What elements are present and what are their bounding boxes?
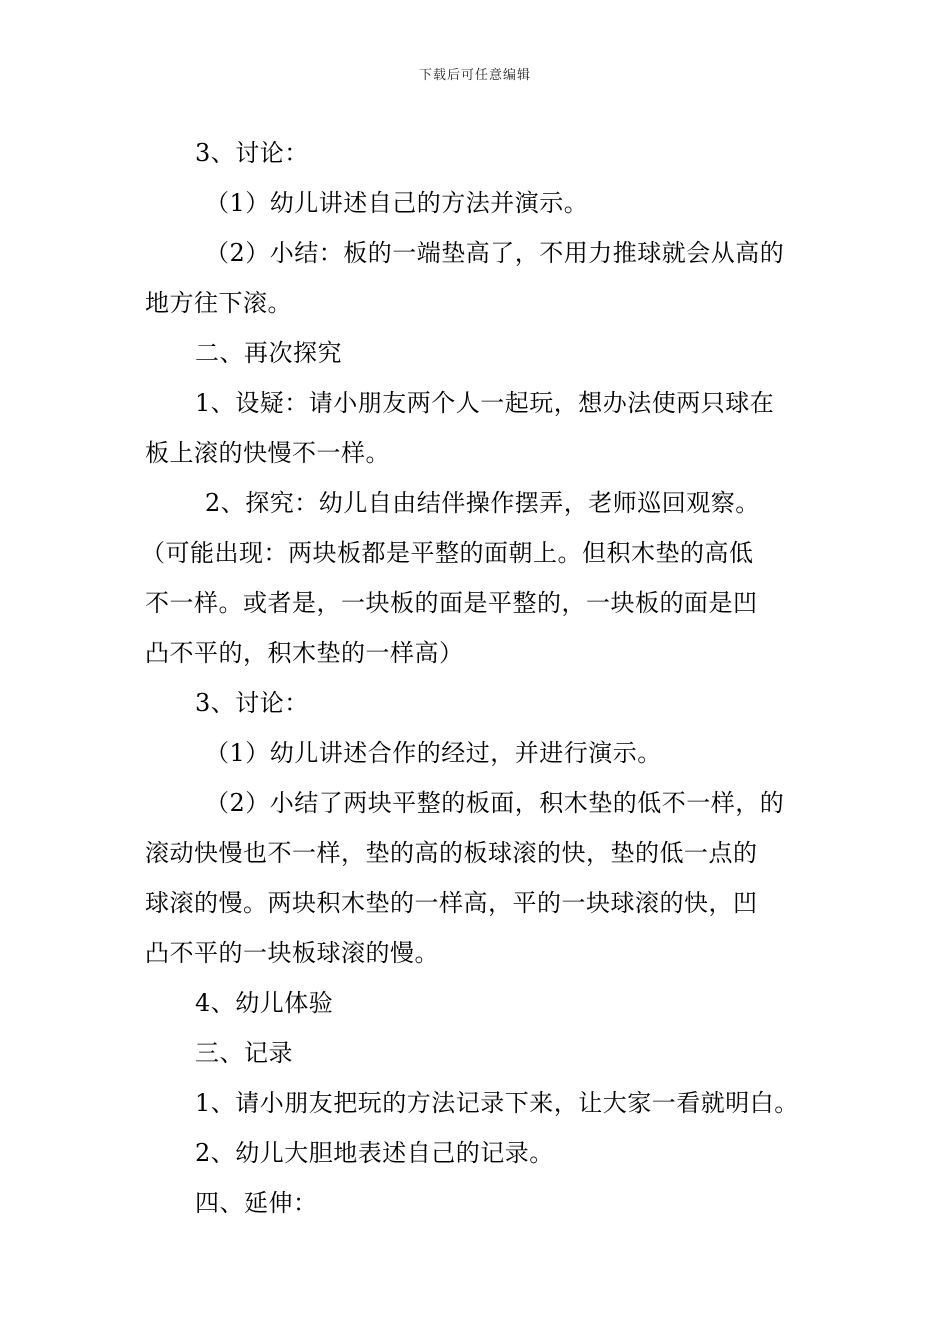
section-heading: 三、记录 [195,1039,293,1067]
text-line: （2）小结：板的一端垫高了，不用力推球就会从高的 [205,239,785,267]
text-line: 2、幼儿大胆地表述自己的记录。 [195,1139,554,1167]
text-line: 滚动快慢也不一样，垫的高的板球滚的快，垫的低一点的 [145,839,758,867]
text-line: 不一样。或者是，一块板的面是平整的，一块板的面是凹 [145,589,758,617]
text-line: 4、幼儿体验 [195,989,334,1017]
text-line: 1、请小朋友把玩的方法记录下来，让大家一看就明白。 [195,1089,799,1117]
text-line: （1）幼儿讲述自己的方法并演示。 [205,189,589,217]
document-body [141,128,810,1228]
text-line: 2、探究：幼儿自由结伴操作摆弄，老师巡回观察。 [205,489,760,517]
section-heading: 四、延伸： [195,1189,318,1217]
text-line: （可能出现：两块板都是平整的面朝上。但积木垫的高低 [141,539,754,567]
text-line: 球滚的慢。两块积木垫的一样高，平的一块球滚的快，凹 [145,889,758,917]
text-line: 凸不平的，积木垫的一样高） [145,639,464,667]
text-line: 凸不平的一块板球滚的慢。 [145,939,439,967]
text-line: 地方往下滚。 [145,289,292,317]
section-heading: 二、再次探究 [195,339,342,367]
text-line: 3、讨论： [195,139,309,167]
text-line: （2）小结了两块平整的板面，积木垫的低不一样，的 [205,789,785,817]
text-line: 3、讨论： [195,689,309,717]
text-line: （1）幼儿讲述合作的经过，并进行演示。 [205,739,662,767]
text-line: 板上滚的快慢不一样。 [145,439,390,467]
page-header: 下载后可任意编辑 [418,68,531,83]
text-line: 1、设疑：请小朋友两个人一起玩，想办法使两只球在 [195,389,775,417]
